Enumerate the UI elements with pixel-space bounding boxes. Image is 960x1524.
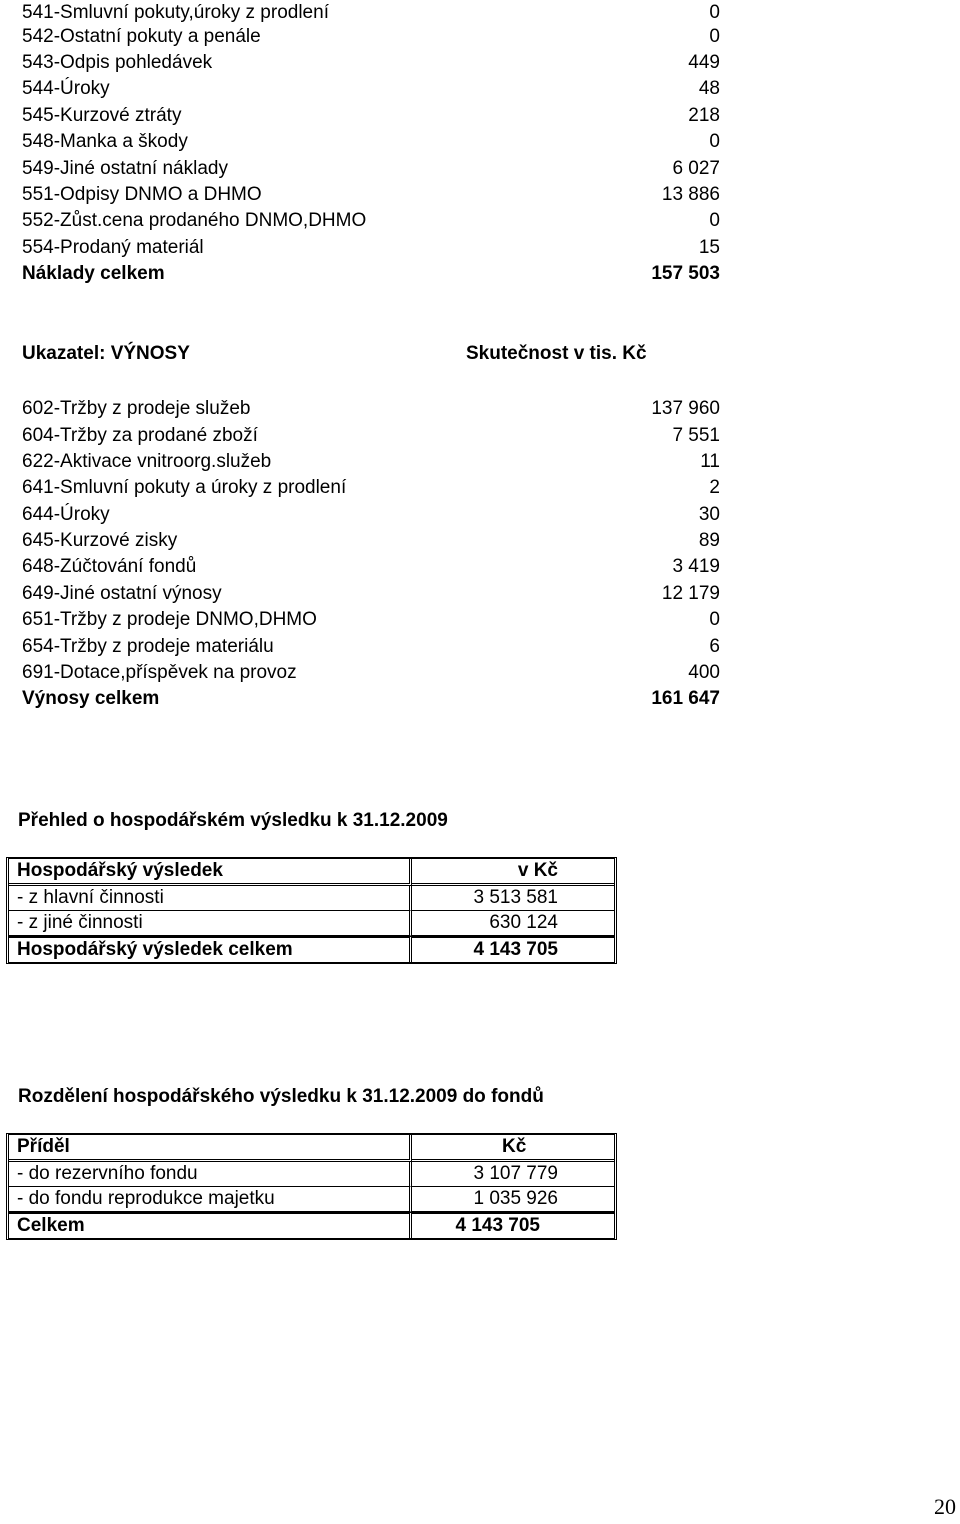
cost-row [22, 76, 720, 102]
revenue-label: 645-Kurzové zisky [22, 530, 178, 551]
cost-row [22, 129, 720, 155]
revenues-header-value: Skutečnost v tis. Kč [466, 343, 647, 364]
distribution-row-label: - do rezervního fondu [9, 1162, 412, 1187]
result-row-label: - z hlavní činnosti [9, 886, 412, 911]
revenue-value: 137 960 [651, 398, 720, 419]
result-table [6, 857, 617, 964]
cost-label: 541-Smluvní pokuty,úroky z prodlení [22, 2, 329, 23]
cost-row [22, 182, 720, 208]
cost-row [22, 208, 720, 234]
result-row-value: 630 124 [412, 911, 614, 936]
cost-value: 449 [688, 52, 720, 73]
cost-label: 554-Prodaný materiál [22, 237, 204, 258]
distribution-header-label: Příděl [9, 1135, 412, 1162]
revenue-label: 602-Tržby z prodeje služeb [22, 398, 251, 419]
table-row [9, 1187, 614, 1212]
cost-value: 0 [709, 131, 720, 152]
revenue-label: 644-Úroky [22, 504, 110, 525]
cost-label: 542-Ostatní pokuty a penále [22, 26, 261, 47]
costs-total-label: Náklady celkem [22, 263, 165, 284]
table-row [9, 886, 614, 911]
revenues-total-row [22, 686, 720, 712]
cost-value: 15 [698, 237, 720, 258]
revenue-row [22, 528, 720, 554]
revenue-label: 654-Tržby z prodeje materiálu [22, 636, 274, 657]
revenue-row [22, 502, 720, 528]
cost-label: 544-Úroky [22, 78, 110, 99]
revenue-row [22, 634, 720, 660]
cost-row [22, 156, 720, 182]
revenue-label: 649-Jiné ostatní výnosy [22, 583, 222, 604]
revenue-value: 0 [709, 609, 720, 630]
revenue-label: 651-Tržby z prodeje DNMO,DHMO [22, 609, 317, 630]
revenue-value: 6 [709, 636, 720, 657]
cost-value: 48 [698, 78, 720, 99]
page-number: 20 [934, 1494, 956, 1519]
revenues-header-label: Ukazatel: VÝNOSY [22, 343, 190, 364]
costs-total-value: 157 503 [651, 263, 720, 284]
distribution-header-unit: Kč [412, 1135, 614, 1162]
revenue-row [22, 660, 720, 686]
revenue-row [22, 475, 720, 501]
cost-value: 0 [709, 2, 720, 23]
revenue-value: 12 179 [661, 583, 720, 604]
cost-label: 543-Odpis pohledávek [22, 52, 213, 73]
revenue-row [22, 396, 720, 422]
cost-label: 545-Kurzové ztráty [22, 105, 182, 126]
cost-row [22, 0, 720, 26]
cost-value: 0 [709, 26, 720, 47]
distribution-total-label: Celkem [9, 1212, 412, 1238]
table-row [9, 1162, 614, 1187]
revenue-label: 648-Zúčtování fondů [22, 556, 197, 577]
distribution-table [6, 1133, 617, 1240]
revenue-value: 89 [698, 530, 720, 551]
cost-value: 218 [688, 105, 720, 126]
revenue-value: 7 551 [672, 425, 720, 446]
cost-row [22, 235, 720, 261]
cost-label: 551-Odpisy DNMO a DHMO [22, 184, 262, 205]
revenue-value: 3 419 [672, 556, 720, 577]
result-section-title: Přehled o hospodářském výsledku k 31.12.2009 [18, 810, 448, 831]
revenue-value: 2 [709, 477, 720, 498]
revenue-label: 622-Aktivace vnitroorg.služeb [22, 451, 272, 472]
revenue-label: 641-Smluvní pokuty a úroky z prodlení [22, 477, 347, 498]
result-header-unit: v Kč [412, 859, 614, 886]
table-header-row [9, 859, 614, 886]
revenues-total-label: Výnosy celkem [22, 688, 160, 709]
cost-value: 13 886 [661, 184, 720, 205]
distribution-total-value: 4 143 705 [412, 1212, 614, 1238]
table-total-row [9, 936, 614, 962]
result-row-label: - z jiné činnosti [9, 911, 412, 936]
revenue-value: 11 [700, 451, 720, 472]
cost-label: 549-Jiné ostatní náklady [22, 158, 228, 179]
cost-row [22, 50, 720, 76]
cost-value: 0 [709, 210, 720, 231]
cost-row [22, 24, 720, 50]
revenue-row [22, 581, 720, 607]
revenue-label: 604-Tržby za prodané zboží [22, 425, 258, 446]
cost-label: 548-Manka a škody [22, 131, 188, 152]
revenue-value: 30 [698, 504, 720, 525]
distribution-row-label: - do fondu reprodukce majetku [9, 1187, 412, 1212]
result-header-label: Hospodářský výsledek [9, 859, 412, 886]
distribution-row-value: 1 035 926 [412, 1187, 614, 1212]
revenue-row [22, 423, 720, 449]
distribution-section-title: Rozdělení hospodářského výsledku k 31.12.2009 do fondů [18, 1086, 544, 1107]
revenue-row [22, 449, 720, 475]
revenue-value: 400 [688, 662, 720, 683]
distribution-row-value: 3 107 779 [412, 1162, 614, 1187]
revenue-row [22, 607, 720, 633]
costs-total-row [22, 261, 720, 287]
revenue-row [22, 554, 720, 580]
result-total-value: 4 143 705 [412, 936, 614, 962]
result-total-label: Hospodářský výsledek celkem [9, 936, 412, 962]
cost-value: 6 027 [672, 158, 720, 179]
table-header-row [9, 1135, 614, 1162]
revenue-label: 691-Dotace,příspěvek na provoz [22, 662, 297, 683]
cost-label: 552-Zůst.cena prodaného DNMO,DHMO [22, 210, 367, 231]
table-row [9, 911, 614, 936]
cost-row [22, 103, 720, 129]
result-row-value: 3 513 581 [412, 886, 614, 911]
table-total-row [9, 1212, 614, 1238]
revenues-total-value: 161 647 [651, 688, 720, 709]
